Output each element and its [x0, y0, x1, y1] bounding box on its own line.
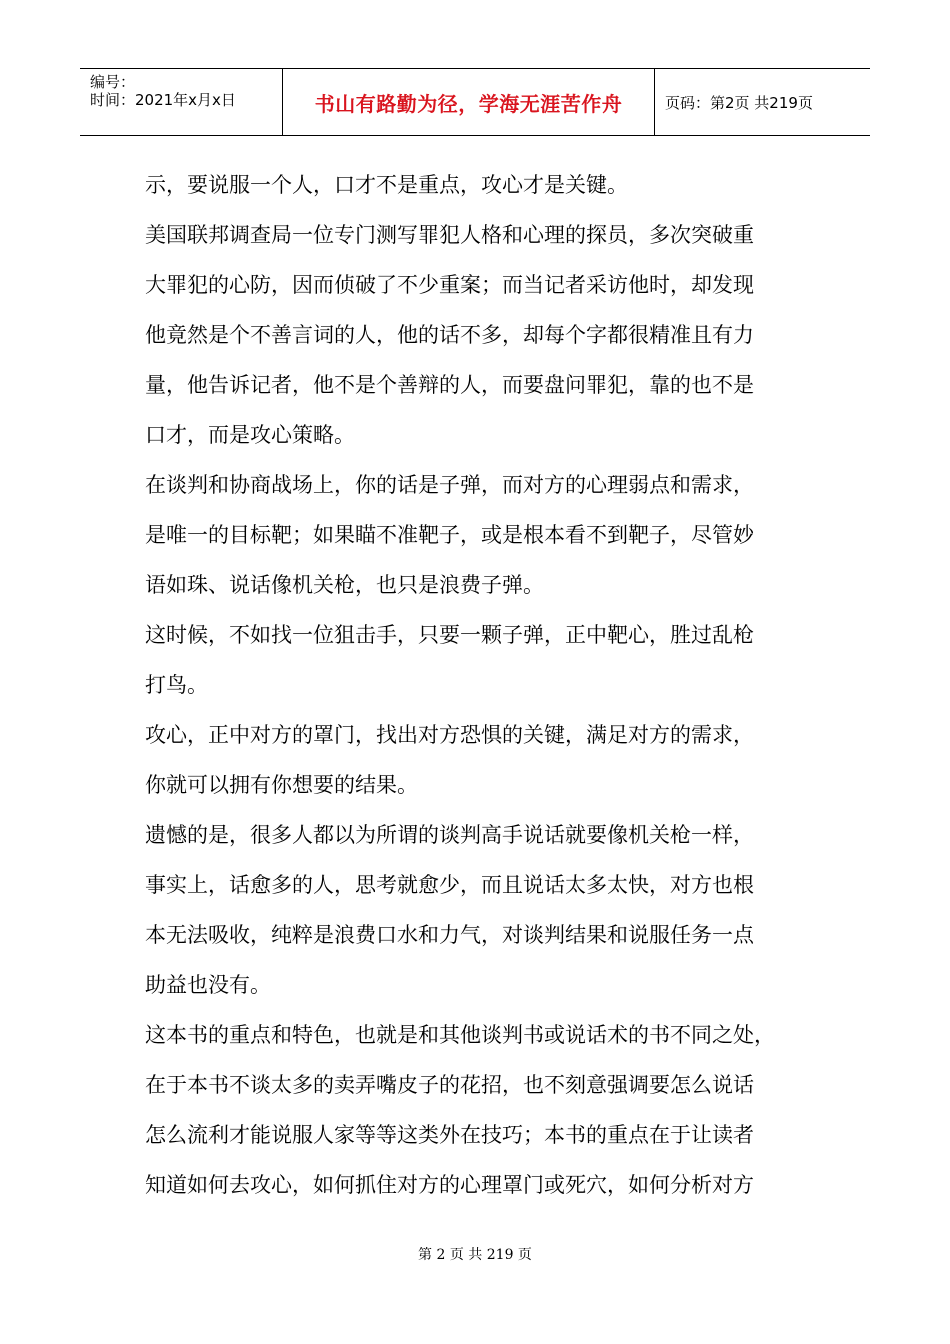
- paragraph: 这本书的重点和特色，也就是和其他谈判书或说话术的书不同之处， 在于本书不谈太多的卖弄嘴皮子的花招，也不刻意强调要怎么说话 怎么流利才能说服人家等等这类外在技巧；本书的重点在于让读者 知道如何去攻心，如何抓住对方的心理罩门或死穴，如何分析对方: [145, 1023, 775, 1197]
- page-header: [80, 68, 870, 136]
- header-meta: [80, 69, 283, 135]
- paragraph: 示，要说服一个人，口才不是重点，攻心才是关键。: [145, 173, 628, 197]
- document-number-label: 编号：: [90, 73, 136, 91]
- header-page-code: 页码：第2页 共219页: [665, 93, 813, 112]
- paragraph: 攻心，正中对方的罩门，找出对方恐惧的关键，满足对方的需求， 你就可以拥有你想要的结果。: [145, 723, 754, 797]
- document-body: [145, 160, 845, 1210]
- page-footer: 第 2 页 共 219 页: [418, 1247, 532, 1263]
- paragraph: 这时候，不如找一位狙击手，只要一颗子弹，正中靶心，胜过乱枪 打鸟。: [145, 623, 754, 697]
- document-date: 时间：2021年x月x日: [90, 91, 236, 109]
- paragraph: 美国联邦调查局一位专门测写罪犯人格和心理的探员，多次突破重 大罪犯的心防，因而侦破了不少重案；而当记者采访他时，却发现 他竟然是个不善言词的人，他的话不多，却每个字都很精准且有力 量，他告诉记者，他不是个善辩的人，而要盘问罪犯，靠的也不是 口才，而是攻心策略。: [145, 223, 754, 447]
- paragraph: 遗憾的是，很多人都以为所谓的谈判高手说话就要像机关枪一样， 事实上，话愈多的人，思考就愈少，而且说话太多太快，对方也根 本无法吸收，纯粹是浪费口水和力气，对谈判结果和说服任务一点 助益也没有。: [145, 823, 754, 997]
- header-motto: 书山有路勤为径，学海无涯苦作舟: [283, 69, 655, 135]
- paragraph: 在谈判和协商战场上，你的话是子弹，而对方的心理弱点和需求， 是唯一的目标靶；如果瞄不准靶子，或是根本看不到靶子，尽管妙 语如珠、说话像机关枪，也只是浪费子弹。: [145, 473, 754, 597]
